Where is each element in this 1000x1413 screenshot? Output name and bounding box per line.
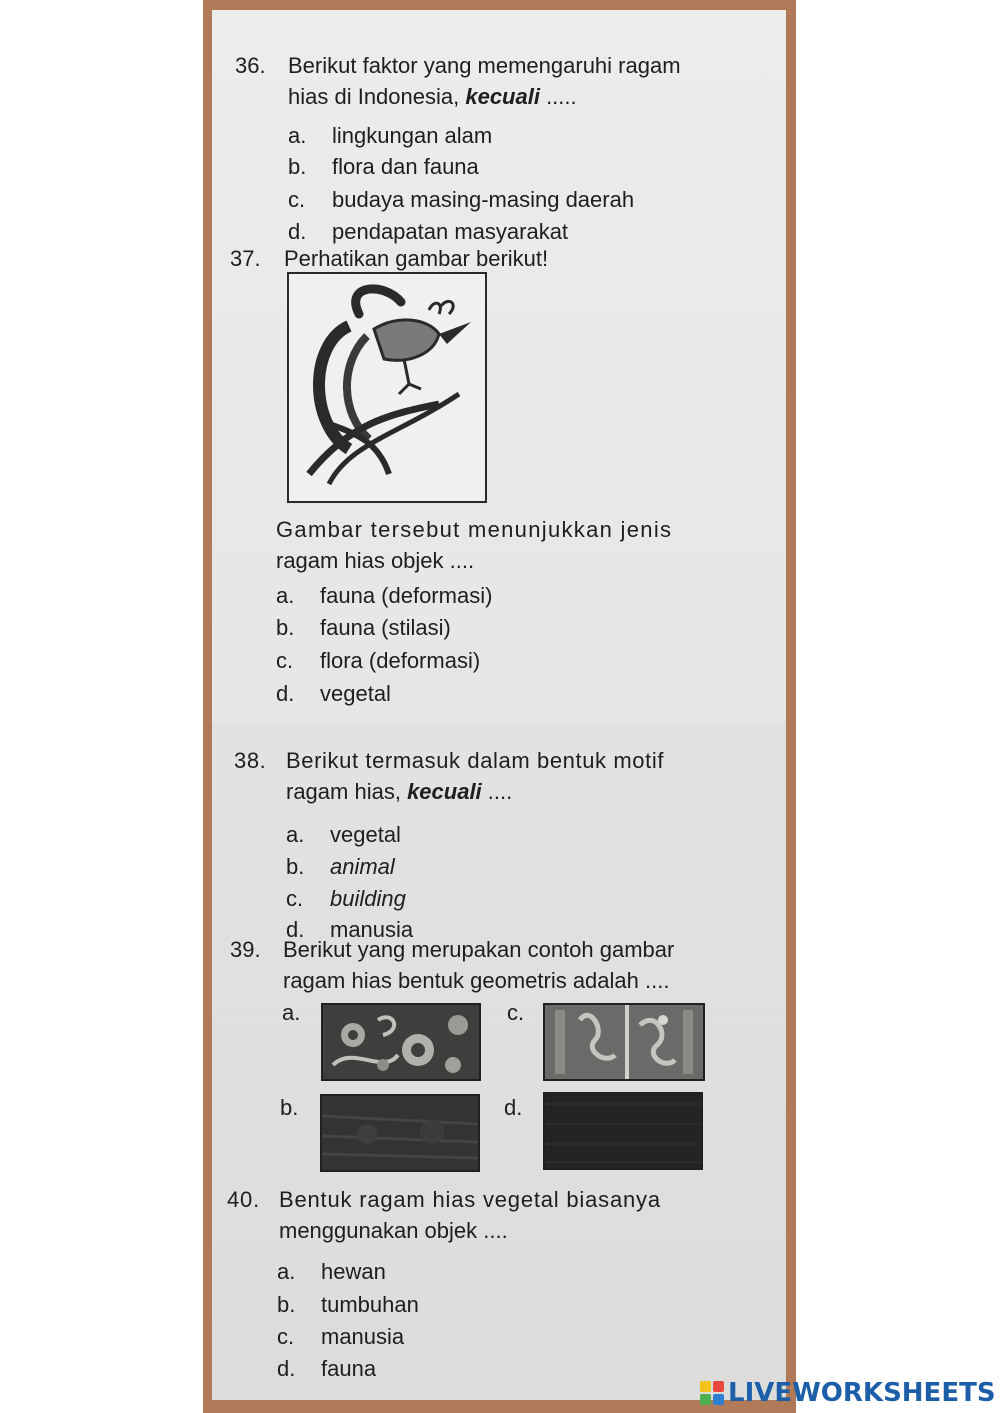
option-c[interactable]: c. flora (deformasi) [276, 648, 481, 673]
image-option-a[interactable] [321, 1003, 481, 1081]
emphasis-kecuali: kecuali [465, 84, 540, 109]
question-number: 36. [235, 53, 266, 78]
question-number: 39. [230, 937, 261, 962]
option-c[interactable]: c. building [286, 886, 406, 911]
image-option-b[interactable] [320, 1094, 480, 1172]
option-b[interactable]: b. flora dan fauna [288, 154, 479, 179]
option-d[interactable]: d. vegetal [276, 681, 391, 706]
liveworksheets-logo[interactable] [700, 1378, 996, 1408]
dark-textile-pattern-icon [322, 1096, 478, 1170]
image-option-a-label: a. [282, 1000, 301, 1025]
option-b[interactable]: b. tumbuhan [277, 1292, 419, 1317]
question-number: 40. [227, 1187, 260, 1212]
image-option-d-label: d. [504, 1095, 523, 1120]
option-b[interactable]: b. fauna (stilasi) [276, 615, 451, 640]
image-option-b-label: b. [280, 1095, 299, 1120]
option-b[interactable]: b. animal [286, 854, 395, 879]
worksheet-page: 36. Berikut faktor yang memengaruhi ragam hias di Indonesia, kecuali ..... a. lingkungan alam b. flora dan fauna c. budaya masing-masing daerah d. pendapatan masyarakat 37. Perhatikan gambar berikut! Gambar tersebut menunjukkan jenis ragam hias objek .... a. fauna (deformasi) b. fauna (stilasi) c. flora (deformasi) d. vegetal 38. Berikut termasuk dalam bentuk motif ragam hias, kecuali .... a. vegetal b. animal c. building d. manusia 39. Berikut yang merupakan contoh gambar ragam hias bentuk geometris adalah .... a. c. b. d. 40. Bentuk ragam hias vegetal biasanya menggunakan objek .... a. hewan b. tumbuhan c. manusia d. fauna [212, 10, 786, 1400]
image-option-d[interactable] [543, 1092, 703, 1170]
option-d[interactable]: d. manusia [286, 917, 414, 942]
logo-text: LIVEWORKSHEETS [728, 1378, 996, 1408]
question-stem: Bentuk ragam hias vegetal biasanya menggunakan objek .... [279, 1187, 661, 1243]
floral-batik-pattern-icon [323, 1005, 479, 1079]
option-a[interactable]: a. lingkungan alam [288, 123, 493, 148]
option-d[interactable]: d. pendapatan masyarakat [288, 219, 569, 244]
question-stem: Berikut faktor yang memengaruhi ragam hias di Indonesia, kecuali ..... [288, 53, 681, 109]
image-option-c-label: c. [507, 1000, 525, 1025]
option-c[interactable]: c. manusia [277, 1324, 405, 1349]
question-number: 37. [230, 246, 261, 271]
option-a[interactable]: a. hewan [277, 1259, 386, 1284]
logo-icon [700, 1381, 724, 1405]
emphasis-kecuali: kecuali [407, 779, 482, 804]
dark-geometric-pattern-icon [545, 1094, 701, 1168]
option-d[interactable]: d. fauna [277, 1356, 377, 1381]
option-a[interactable]: a. fauna (deformasi) [276, 583, 493, 608]
question-stem: Perhatikan gambar berikut! [284, 246, 549, 271]
question-stem: Berikut yang merupakan contoh gambar ragam hias bentuk geometris adalah .... [283, 937, 675, 993]
bird-ornament-icon [289, 274, 485, 501]
image-option-c[interactable] [543, 1003, 705, 1081]
carved-relief-pattern-icon [545, 1005, 703, 1079]
bird-ornament-figure [287, 272, 487, 503]
question-stem: Berikut termasuk dalam bentuk motif ragam hias, kecuali .... [286, 748, 665, 804]
option-c[interactable]: c. budaya masing-masing daerah [288, 187, 635, 212]
question-number: 38. [234, 748, 267, 773]
option-a[interactable]: a. vegetal [286, 822, 401, 847]
